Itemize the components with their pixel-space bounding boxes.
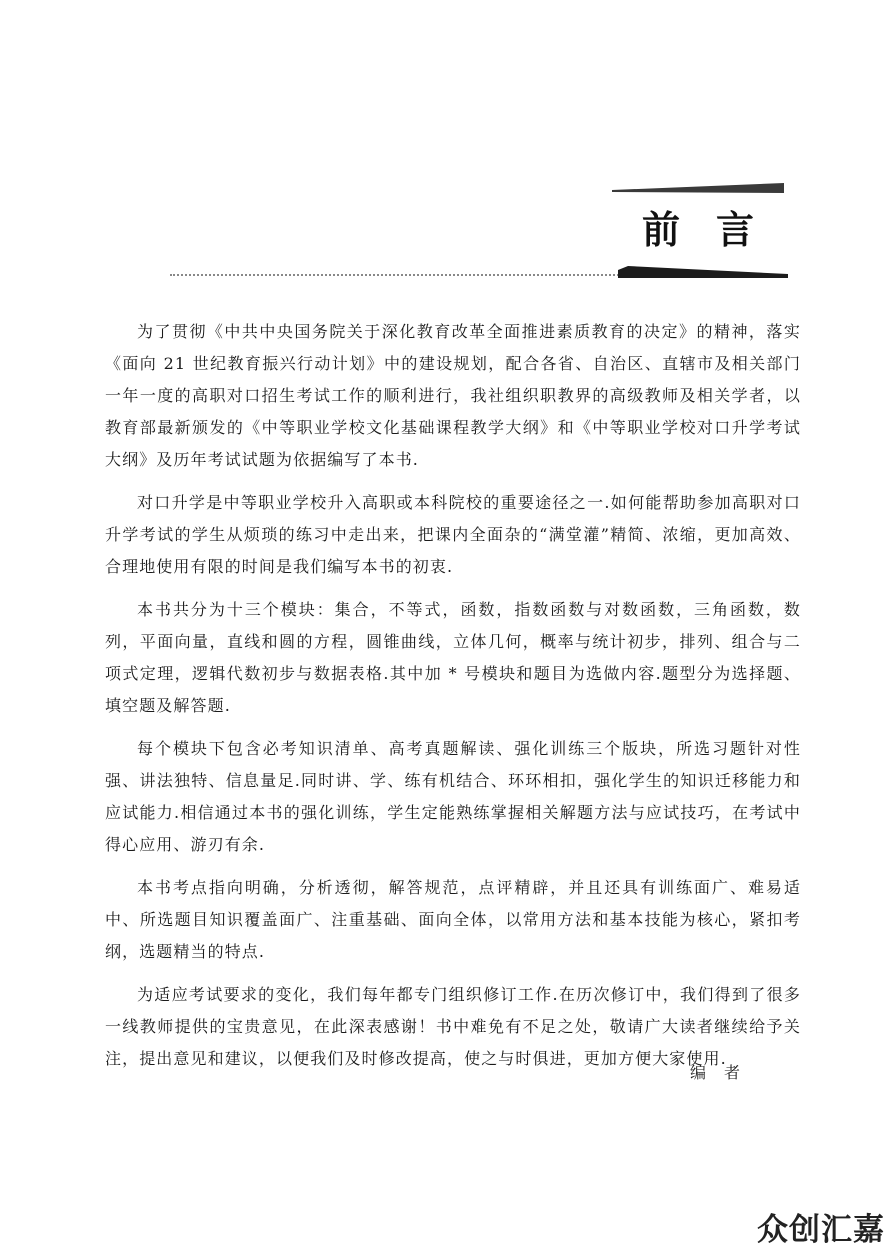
paragraph: 本书考点指向明确，分析透彻，解答规范，点评精辟，并且还具有训练面广、难易适中、所选题目知识覆盖面广、注重基础、面向全体，以常用方法和基本技能为核心，紧扣考纲，选题精当的特点. — [105, 878, 801, 961]
paragraph: 对口升学是中等职业学校升入高职或本科院校的重要途径之一.如何能帮助参加高职对口升学考试的学生从烦琐的练习中走出来，把课内全面杂的“满堂灌”精简、浓缩，更加高效、合理地使用有限的时间是我们编写本书的初衷. — [105, 493, 801, 576]
preface-body — [105, 316, 801, 1086]
paragraph: 为了贯彻《中共中央国务院关于深化教育改革全面推进素质教育的决定》的精神，落实《面向 21 世纪教育振兴行动计划》中的建设规划，配合各省、自治区、直辖市及相关部门一年一度的高职对口招生考试工作的顺利进行，我社组织职教界的高级教师及相关学者，以教育部最新颁发的《中等职业学校文化基础课程教学大纲》和《中等职业学校对口升学考试大纲》及历年考试试题为依据编写了本书. — [105, 322, 801, 469]
heading-top-bar — [612, 183, 784, 193]
author-signature: 编者 — [690, 1063, 759, 1082]
paragraph: 为适应考试要求的变化，我们每年都专门组织修订工作.在历次修订中，我们得到了很多一线教师提供的宝贵意见，在此深表感谢！书中难免有不足之处，敬请广大读者继续给予关注，提出意见和建议，以便我们及时修改提高，使之与时俱进，更加方便大家使用. — [105, 985, 801, 1068]
paragraph: 本书共分为十三个模块：集合，不等式，函数，指数函数与对数函数，三角函数，数列，平面向量，直线和圆的方程，圆锥曲线，立体几何，概率与统计初步，排列、组合与二项式定理，逻辑代数初步与数据表格.其中加 * 号模块和题目为选做内容.题型分为选择题、填空题及解答题. — [105, 600, 801, 715]
paragraph: 每个模块下包含必考知识清单、高考真题解读、强化训练三个版块，所选习题针对性强、讲法独特、信息量足.同时讲、学、练有机结合、环环相扣，强化学生的知识迁移能力和应试能力.相信通过本书的强化训练，学生定能熟练掌握相关解题方法与应试技巧，在考试中得心应用、游刃有余. — [105, 739, 801, 854]
page-heading: 前言 — [641, 208, 790, 252]
watermark-logo: 众创汇嘉 — [757, 1212, 885, 1248]
heading-dotted-rule — [170, 274, 630, 276]
heading-bottom-bar — [618, 266, 788, 278]
